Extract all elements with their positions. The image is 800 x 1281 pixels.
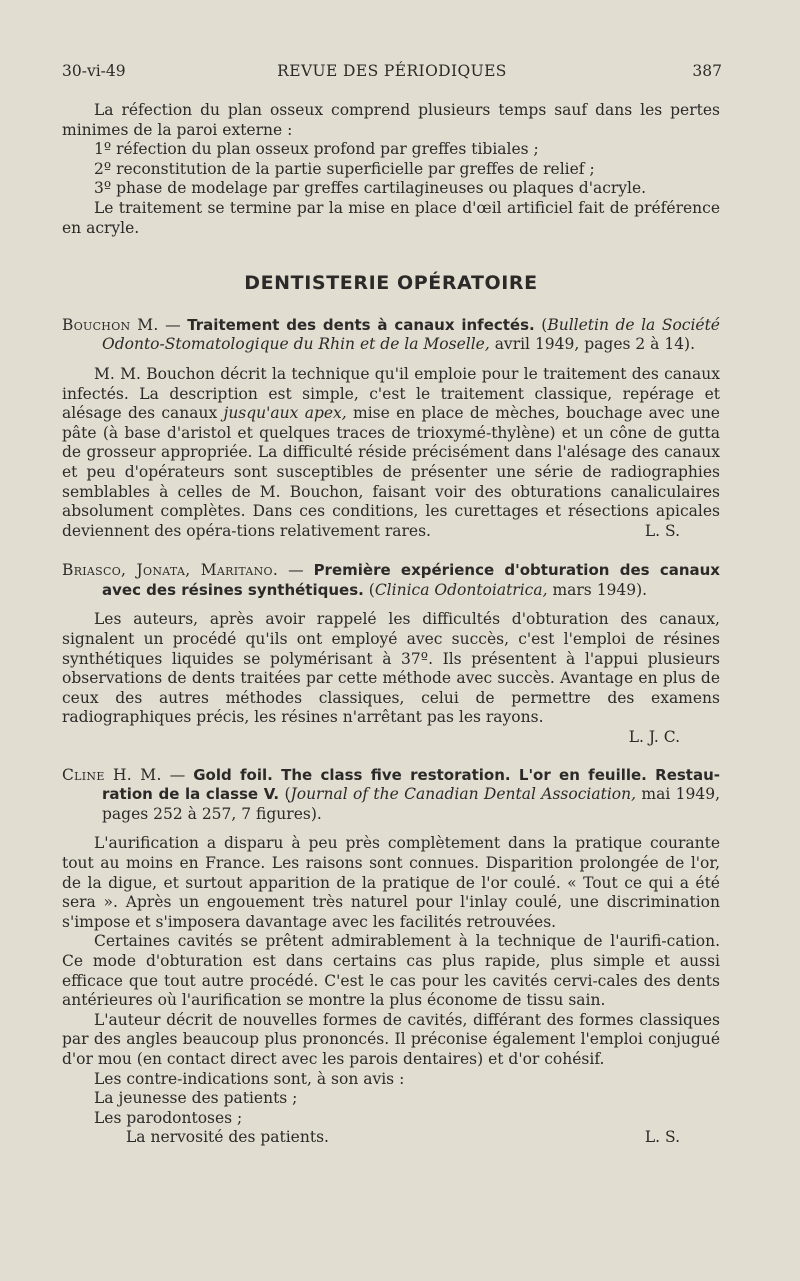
contraindication-item: La jeunesse des patients ; [94, 1089, 298, 1108]
citation-paren: ( [279, 785, 291, 804]
article-paragraph: Certaines cavités se prêtent admirablement à la technique de l'aurifi-cation. Ce mode d'obturation est dans certains cas plus rapide, plus simple et aussi efficace que tout autre procédé. C'est le cas pour les cavités cervi-cales des dents antérieures où l'aurification se montre la plus économe de tissu sain. [62, 932, 720, 1010]
article-paragraph: Les contre-indications sont, à son avis : [94, 1069, 405, 1088]
citation-dash: — [158, 315, 188, 334]
article-citation [62, 316, 720, 355]
article-summary: Les auteurs, après avoir rappelé les difficultés d'obturation des canaux, signalent un procédé qu'ils ont employé avec succès, c'est l'emploi de résines synthétiques liquides se polymérisant à 37º. Ils présentent à l'appui plusieurs observations de dents traitées par cette méthode avec succès. Avantage en plus de ceux des autres méthodes classiques, celui de permettre des examens radiographiques précis, les résines n'arrêtant pas les rayons. [62, 610, 720, 727]
article-author: Bouchon M. [62, 315, 159, 334]
article-source-details: avril 1949, pages 2 à 14). [489, 335, 696, 354]
article-title: Première expérience d'obturation des canaux avec des résines synthétiques. [102, 561, 720, 599]
page-number: 387 [692, 62, 722, 80]
page-body [62, 101, 720, 1148]
article-title: Traitement des dents à canaux infectés. [187, 315, 535, 334]
closing-line [62, 1128, 720, 1148]
article-signature: L. S. [644, 1128, 680, 1147]
article-paragraph: L'auteur décrit de nouvelles formes de cavités, différant des formes classiques par des angles beaucoup plus prononcés. Il préconise également l'emploi conjugué d'or mou (en contact direct avec les parois dentaires) et d'or cohésif. [62, 1010, 720, 1068]
article-source: Journal of the Canadian Dental Association, [290, 785, 637, 804]
section-heading: DENTISTERIE OPÉRATOIRE [244, 272, 538, 295]
article-author: Cline H. M. [62, 765, 162, 784]
header-journal-title: REVUE DES PÉRIODIQUES [277, 62, 507, 80]
citation-dash: — [278, 561, 314, 580]
article-paragraph: L'aurification a disparu à peu près complètement dans la pratique courante tout au moins en France. Les raisons sont connues. Disparition prolongée de l'or, de la digue, et surtout apparition de la pratique de l'or coulé. « Tout ce qui a été sera ». Après un engouement très naturel pour l'inlay coulé, une discrimination s'impose et s'imposera davantage avec les facilités retrouvées. [62, 834, 720, 931]
citation-dash: — [161, 765, 194, 784]
article-source-details: mars 1949). [547, 580, 648, 599]
article-source: Bulletin de la Société Odonto-Stomatologique du Rhin et de la Moselle, [102, 315, 720, 354]
article-source: Clinica Odontoiatrica, [374, 580, 548, 599]
intro-paragraph: La réfection du plan osseux comprend plusieurs temps sauf dans les pertes minimes de la paroi externe : [62, 101, 720, 139]
intro-paragraph: Le traitement se termine par la mise en place d'œil artificiel fait de préférence en acryle. [62, 198, 720, 237]
contraindication-item: Les parodontoses ; [94, 1108, 243, 1127]
article-signature: L. J. C. [628, 728, 680, 747]
italic-phrase: jusqu'aux apex, [223, 404, 347, 423]
intro-list-item: 3º phase de modelage par greffes cartilagineuses ou plaques d'acryle. [94, 179, 647, 198]
article-author: Briasco, Jonata, Maritano. [62, 561, 279, 580]
article-source-details: mai 1949, pages 252 à 257, 7 figures). [102, 785, 720, 823]
article-summary: M. M. Bouchon décrit la technique qu'il emploie pour le traitement des canaux infectés. La description est simple, c'est le traitement classique, repérage et alésage des canaux jusqu'aux apex, mise en place de mèches, bouchage avec une pâte (à base d'aristol et quelques traces de trioxymé-thylène) et un cône de gutta de grosseur appropriée. La difficulté réside précisément dans l'alésage des canaux et peu d'opérateurs sont susceptibles de présenter une série de radiographies semblables à celles de M. Bouchon, faisant voir des obturations canaliculaires absolument complètes. Dans ces conditions, les curettages et résections apicales deviennent des opéra-tions relativement rares. [62, 364, 720, 540]
intro-list-item: 2º reconstitution de la partie superficielle par greffes de relief ; [94, 159, 595, 178]
citation-paren: ( [363, 580, 375, 599]
article-citation [62, 561, 720, 600]
article-citation [62, 766, 720, 825]
citation-paren: ( [534, 315, 548, 334]
article-signature: L. S. [644, 521, 680, 540]
header-date: 30-vi-49 [62, 62, 126, 80]
contraindication-item: La nervosité des patients. [126, 1128, 329, 1147]
running-header [62, 62, 722, 84]
article-title: Gold foil. The class five restoration. L'or en feuille. Restau-ration de la classe V. [102, 765, 720, 804]
intro-list-item: 1º réfection du plan osseux profond par greffes tibiales ; [94, 140, 539, 159]
